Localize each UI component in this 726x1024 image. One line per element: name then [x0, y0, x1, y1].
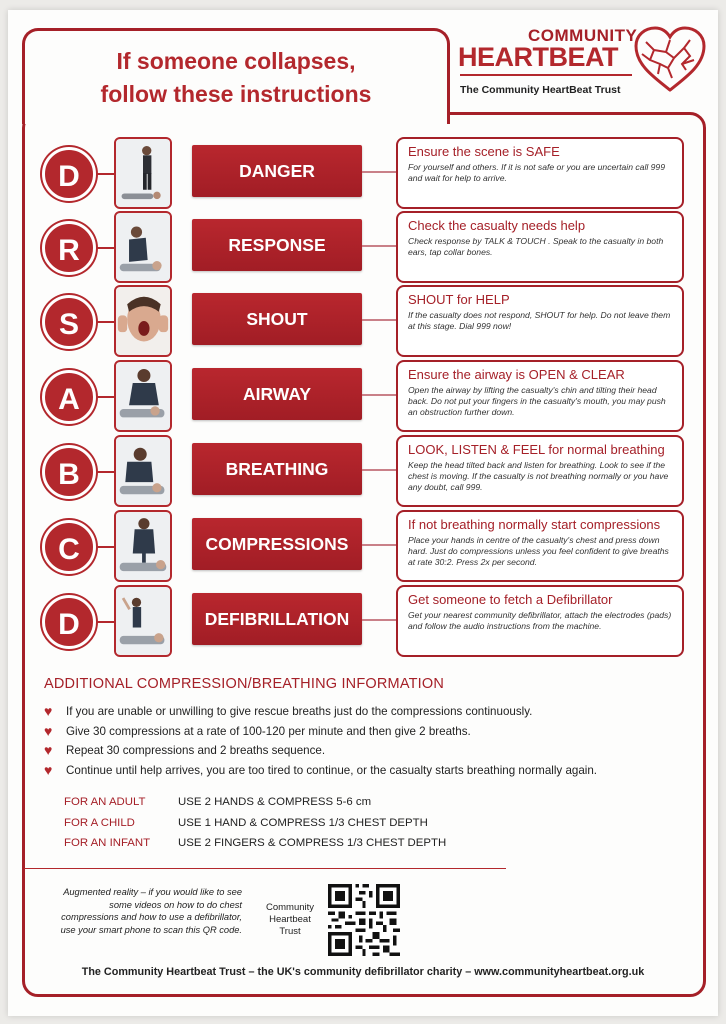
additional-info-title: ADDITIONAL COMPRESSION/BREATHING INFORMATION: [44, 676, 445, 692]
age-row-adult: [64, 792, 446, 813]
breathing-photo: [114, 435, 172, 507]
airway-photo: [114, 360, 172, 432]
bullet-text: Continue until help arrives, you are too tired to continue, or the casualty starts breathing normally again.: [66, 763, 598, 777]
list-item: [44, 761, 684, 781]
instruction-box: [396, 211, 684, 283]
step-label: BREATHING: [192, 443, 362, 495]
age-guidance: [64, 792, 446, 854]
instruction-body: If the casualty does not respond, SHOUT for help. Do not leave them at this stage. Dial 999 now!: [408, 310, 671, 331]
age-label: FOR AN INFANT: [64, 837, 151, 849]
step-connector: [362, 394, 396, 396]
step-letter: D: [42, 595, 96, 649]
step-letter: S: [42, 295, 96, 349]
instruction-body: Check response by TALK & TOUCH . Speak to the casualty in both ears, tap collar bones.: [408, 236, 664, 257]
augmented-reality-text: Augmented reality – if you would like to see some videos on how to do chest compressions and how to use a defibrillator, use your smart phone to scan this QR code.: [60, 887, 242, 935]
bullet-text: Give 30 compressions at a rate of 100-120 per minute and then give 2 breaths.: [66, 724, 471, 738]
instruction-box: [396, 435, 684, 507]
step-link: [96, 396, 116, 398]
community-heartbeat-logo: [456, 24, 710, 104]
heart-bullet-icon: ♥: [44, 722, 53, 739]
step-label: RESPONSE: [192, 219, 362, 271]
logo-trust-text: The Community HeartBeat Trust: [460, 84, 621, 96]
step-letter: A: [42, 370, 96, 424]
step-label: SHOUT: [192, 293, 362, 345]
heart-bullet-icon: ♥: [44, 761, 53, 778]
age-instruction: USE 2 HANDS & COMPRESS 5-6 cm: [178, 796, 372, 808]
instruction-title: LOOK, LISTEN & FEEL for normal breathing: [408, 442, 665, 457]
danger-photo: [114, 137, 172, 209]
list-item: [44, 702, 684, 722]
logo-underline: [460, 74, 632, 76]
step-airway: [42, 360, 692, 430]
defibrillation-photo: [114, 585, 172, 657]
age-row-infant: [64, 833, 446, 854]
shout-photo: [114, 285, 172, 357]
step-connector: [362, 619, 396, 621]
step-label: DANGER: [192, 145, 362, 197]
step-label: DEFIBRILLATION: [192, 593, 362, 645]
logo-heartbeat-text: HEARTBEAT: [458, 42, 618, 72]
heart-bullet-icon: ♥: [44, 703, 53, 719]
instruction-title: Ensure the airway is OPEN & CLEAR: [408, 367, 625, 382]
step-letter: B: [42, 445, 96, 499]
step-label: AIRWAY: [192, 368, 362, 420]
instruction-title: Check the casualty needs help: [408, 218, 586, 233]
additional-bullets: [44, 702, 684, 780]
headline-line-2: follow these instructions: [100, 81, 372, 107]
instruction-box: [396, 360, 684, 432]
instruction-body: Keep the head tilted back and listen for breathing. Look to see if the chest is moving. If the casualty is not breathing normally or you have any doubt, call 999.: [408, 460, 669, 492]
step-link: [96, 321, 116, 323]
instruction-box: [396, 510, 684, 582]
step-breathing: [42, 435, 692, 505]
step-shout: [42, 285, 692, 355]
step-label: COMPRESSIONS: [192, 518, 362, 570]
instruction-box: [396, 137, 684, 209]
instruction-title: If not breathing normally start compressions: [408, 517, 661, 532]
bullet-text: If you are unable or unwilling to give rescue breaths just do the compressions continuously.: [66, 705, 533, 718]
age-label: FOR A CHILD: [64, 816, 135, 829]
instruction-body: Get your nearest community defibrillator, attach the electrodes (pads) and follow the audio instructions from the machine.: [408, 610, 672, 631]
step-danger: [42, 137, 692, 207]
list-item: [44, 741, 684, 761]
heart-bullet-icon: ♥: [44, 742, 53, 758]
qr-label: Community Heartbeat Trust: [265, 902, 315, 937]
instruction-body: Place your hands in centre of the casualty's chest and press down hard. Just do compressions unless you feel confident to give breaths at rate 30:2. Press 2x per second.: [408, 535, 669, 567]
list-item: [44, 722, 684, 742]
response-photo: [114, 211, 172, 283]
instruction-body: Open the airway by lifting the casualty's chin and tilting their head back. Do not put your fingers in the casualty's mouth, you may push an obstruction further down.: [408, 385, 666, 417]
step-link: [96, 173, 116, 175]
instruction-title: SHOUT for HELP: [408, 292, 510, 307]
step-connector: [362, 469, 396, 471]
qr-code[interactable]: [328, 884, 400, 956]
footer-divider: [24, 868, 506, 869]
instruction-box: [396, 285, 684, 357]
step-link: [96, 247, 116, 249]
logo-community-text: COMMUNITY: [528, 26, 638, 45]
age-label: FOR AN ADULT: [64, 796, 146, 808]
step-link: [96, 621, 116, 623]
age-row-child: [64, 813, 446, 834]
age-instruction: USE 2 FINGERS & COMPRESS 1/3 CHEST DEPTH: [178, 837, 447, 849]
step-letter: R: [42, 221, 96, 275]
footer-charity-line: The Community Heartbeat Trust – the UK's community defibrillator charity – www.communityheartbeat.org.uk: [81, 966, 645, 978]
heart-logo-icon: [632, 26, 708, 94]
step-connector: [362, 245, 396, 247]
headline: [22, 28, 450, 124]
step-connector: [362, 319, 396, 321]
step-letter: D: [42, 147, 96, 201]
headline-line-1: If someone collapses,: [116, 48, 356, 74]
step-compressions: [42, 510, 692, 580]
age-instruction: USE 1 HAND & COMPRESS 1/3 CHEST DEPTH: [178, 816, 428, 829]
step-defibrillation: [42, 585, 692, 655]
step-link: [96, 546, 116, 548]
instruction-title: Ensure the scene is SAFE: [408, 144, 560, 159]
compressions-photo: [114, 510, 172, 582]
step-connector: [362, 171, 396, 173]
bullet-text: Repeat 30 compressions and 2 breaths sequence.: [66, 744, 326, 757]
instruction-box: [396, 585, 684, 657]
instruction-title: Get someone to fetch a Defibrillator: [408, 592, 613, 607]
step-link: [96, 471, 116, 473]
step-connector: [362, 544, 396, 546]
instruction-body: For yourself and others. If it is not safe or you are uncertain call 999 and wait for help to arrive.: [408, 162, 665, 183]
step-response: [42, 211, 692, 281]
step-letter: C: [42, 520, 96, 574]
